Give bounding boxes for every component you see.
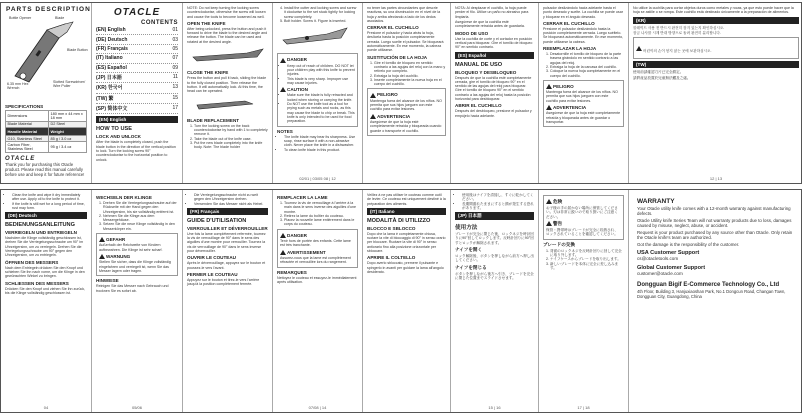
jp-warn-text: お子様の手の届かない場所に保管してください。刃は非常に鋭いので取り扱いにご注意ください。 xyxy=(546,206,618,219)
es1-heading: CERRAR EL CUCHILLO xyxy=(367,25,419,31)
jp-manual-heading: 使用方法 xyxy=(455,225,478,232)
warning-icon xyxy=(280,250,286,255)
tw-text: 請將產品放置於兒童無法觸及之處。 xyxy=(633,75,691,80)
es1-adv-heading: ADVERTENCIA xyxy=(377,113,411,119)
de2-step: 2. Nehmen Sie die Klinge aus dem Messergehäuse. xyxy=(103,214,178,223)
usa-support-email[interactable]: cs@otacletools.com xyxy=(637,256,679,262)
kr-warning-box xyxy=(633,37,799,59)
fr-text: Après le déverrouillage, appuyez sur le bouton et poussez-le vers l'avant. xyxy=(187,261,266,270)
closed-knife-illustration xyxy=(187,95,267,111)
lock-heading: LOCK AND UNLOCK xyxy=(96,134,141,140)
es3-adv-text: Asegúrese de que la hoja esté completamente retraída y bloqueada antes de guardar o transportar. xyxy=(546,111,621,124)
en-list-item: • If the knife is still wet for a long period of time, rust may form. xyxy=(12,202,87,211)
howto-heading: HOW TO USE xyxy=(96,126,132,133)
fr2-warn-heading: DANGER xyxy=(287,232,307,238)
caution-heading: CAUTION xyxy=(287,87,308,93)
es3-step: 3. Coloque la nueva hoja completamente en el cuerpo del cuchillo. xyxy=(550,69,624,78)
it-text: Dopo averlo sbloccato, premere il pulsante e spingerlo in avanti per guidare la lama all'angolo desiderato. xyxy=(367,261,444,274)
jp2-step: 3. 新しいブレードを本体に完全に差し込みます。 xyxy=(550,262,624,271)
fr2-notes-text: Nettoyez le couteau et essuyez-le immédiatement après utilisation. xyxy=(277,275,357,285)
lang-bar-es: (ES) Español xyxy=(455,52,534,59)
it-manual-heading: MODALITÀ DI UTILIZZO xyxy=(367,217,431,224)
warranty-text: Request is your product purchased by any source other than Otacle. Only retain the Otacle knife's team are authorized. xyxy=(637,230,793,241)
knife-diagram xyxy=(7,16,88,96)
page-footer: 17 | 18 xyxy=(577,405,590,410)
fr2-adv-text: Assurez-vous que la lame est complètement rétractée et verrouillée lors du rangement. xyxy=(280,255,351,265)
es2-text: Asegúrese de que la cuchilla esté completamente retraída antes de guardarla. xyxy=(455,20,525,29)
blade-step: 1. Turn the locking screw on the back counterclockwise by hand with 1 to completely remove it. xyxy=(194,124,268,137)
page-footer: 02/01 | 03/05 08 | 12 xyxy=(299,176,336,181)
fr-heading: VERROUILLER ET DÉVERROUILLER xyxy=(187,225,268,231)
kr-text: 블레이드 사용 전 반드시 완전히 잠겨 있는지 확인하십시오. xyxy=(633,25,725,30)
es1-text: no tener las partes circundantes que descrie reactivas, su una disminución en el nivel de la hoja y arriba afectando a lado de los dedos asociados. xyxy=(367,6,441,23)
panel-de-2 xyxy=(92,190,183,412)
es4-text: No utilice la cuchilla para cortar objetos duros como metales y rocas, ya que esto puede hacer que la hoja se astille o se rompa. Este cuchillo está destinado únicamente a la preparación de alimentos. xyxy=(633,6,794,15)
fr2-step: 1. Tournez la vis de verrouillage à l'arrière à la main dans le sens inverse des aiguilles d'une montre. xyxy=(284,201,358,214)
toc-item[interactable]: (ES) Español 09 xyxy=(96,64,178,73)
blade-step: 4. Install the cutter and locking screw and screw it clockwise to the set stuck tightly for locking screw completely. xyxy=(284,6,358,19)
de2-step: 3. Setzen Sie die neue Klinge vollständig in den Messerkörper ein. xyxy=(103,222,178,231)
warranty-text: Otacle Utility knife Series Team will not warranty products due to loss, damages caused by misuse, neglect, abuse, or accident. xyxy=(637,218,792,229)
es3-text: Presione el pulsador deslizándolo hasta la posición completamente cerrada. Luego suéltelo. Se bloqueará automáticamente. En ese momento, puede utilizarse la cabeza. xyxy=(543,26,624,44)
usa-support-heading: USA Customer Support xyxy=(637,250,700,257)
lock-text: After the blade is completely closed, push the blade button in the direction of the vertical position to lock. Turn the locking screw 90° counterclockwise to the horizontal position to unlock. xyxy=(96,140,176,162)
es3-adv-heading: ADVERTENCIA xyxy=(553,105,587,111)
jp-adv-heading: 警告 xyxy=(553,220,563,226)
warning-icon xyxy=(370,93,376,98)
lang-bar-tw: (TW) xyxy=(633,61,799,68)
page-footer: 12 | 13 xyxy=(709,176,723,181)
lang-bar-de: (DE) Deutsch xyxy=(5,212,87,219)
open-text: After being unlocked, press the button and push it forward to drive the blade to the desired angle and release the button. The blade can be used and rotated at the desired angle. xyxy=(187,26,268,44)
lang-bar-kr: (KR) xyxy=(633,17,799,24)
warning-icon xyxy=(546,105,552,110)
es1-warn-text: Mantenga fuera del alcance de los niños. NO permita que sus hijos jueguen con este cuchillo para evitar lesiones. xyxy=(370,98,442,112)
lang-bar-it: (IT) Italiano xyxy=(367,208,446,215)
notes-item: • To clean knife blade in this product. xyxy=(284,148,358,152)
de2-warn-heading: GEFAHR xyxy=(106,237,126,243)
brand-logo-top: OTACLE xyxy=(113,7,161,18)
manual-bottom-sheet xyxy=(0,189,802,413)
toc-item[interactable]: (IT) Italiano 07 xyxy=(96,54,178,63)
warning-icon xyxy=(99,254,105,259)
specs-table xyxy=(5,110,87,153)
notes-heading: NOTES xyxy=(277,128,293,134)
spec-row: Blade Material D2 Steel xyxy=(6,121,87,128)
toc-item[interactable]: (JP) 日本語 11 xyxy=(96,73,178,83)
company-address: 4th Floor, Building 3, Hanjuxiaoshan Park, No.1 Dongcun Road, Changan Town, Dongguan City, Guangdong, China xyxy=(637,289,786,299)
es1-step: 1. Gire el tornillo de bloqueo en sentido contrario a las agujas del reloj con la mano y retírelo por completo. xyxy=(374,61,446,74)
de2-adv-heading: WARNUNG xyxy=(106,253,131,259)
jp-text: ボタンを押しながら後方へ引き、ブレードを完全に閉じた位置までスライドさせます。 xyxy=(455,271,534,280)
panel-es-1 xyxy=(363,3,451,183)
es2-text: NOTA: Al desplazar el cuchillo, la hoja puede perder el filo. Utilice un paño no abrasivo para limpiarla. xyxy=(455,6,529,19)
es2-text: Use la cuchilla de corte y el cortador en posición vertical para bloquear. Gire el tornillo de bloqueo 90° en sentido contrario. xyxy=(455,36,533,50)
toc-list xyxy=(96,26,178,114)
blade-steps-cont xyxy=(277,6,358,23)
warning-icon xyxy=(546,221,552,226)
de-text: Drücken Sie den Knopf und ziehen Sie ihn zurück, bis die Klinge vollständig geschlossen ist. xyxy=(5,286,86,295)
label-bottle-opener: Bottle Opener xyxy=(9,16,32,20)
de2-warn-text: Außerhalb der Reichweite von Kindern aufbewahren. Die Klinge ist sehr scharf. xyxy=(99,243,163,252)
es2-manual-heading: MANUAL DE USO xyxy=(455,61,503,68)
de2-notes-text: Reinigen Sie das Messer nach Gebrauch und trocknen Sie es sofort ab. xyxy=(96,284,169,293)
de-text: Nachdem die Klinge vollständig geschlossen ist, drehen Sie die Verriegelungsschraube um 90° im Uhrzeigersinn, um zu verriegeln. Drehen Sie die Verriegelungsschraube um 90° gegen den Uhrzeigersinn, um zu entriegeln. xyxy=(5,236,84,258)
de2-adv-text: Stellen Sie sicher, dass die Klinge vollständig eingefahren und verriegelt ist, wenn Sie das Messer lagern oder tragen. xyxy=(99,260,171,273)
toc-item[interactable]: (EN) English 01 xyxy=(96,26,178,35)
toc-item[interactable]: (DE) Deutsch 03 xyxy=(96,35,178,44)
blade-steps xyxy=(187,124,268,150)
panel-fr-2 xyxy=(273,190,363,412)
manual-top-sheet xyxy=(0,2,802,184)
de2-warning-box xyxy=(96,233,178,276)
de-text: Nach dem Entriegeln drücken Sie den Knopf und schieben Sie ihn nach vorne, um die Klinge in den gewünschten Winkel zu bringen. xyxy=(5,265,85,279)
warning-icon xyxy=(99,237,105,242)
es2-text: Después de que la cuchilla esté completamente cerrada, gire el tornillo de bloqueo 90° en el sentido de las agujas del reloj para bloquear. Gire el tornillo de bloqueo 90° en el sentido contrario a las agujas del reloj hasta la posición horizontal para desbloquear. xyxy=(455,75,532,102)
danger-box xyxy=(277,53,358,126)
label-blade-button: Blade Button xyxy=(67,48,88,52)
panel-es-3 xyxy=(539,3,629,183)
panel-safety xyxy=(273,3,363,183)
panel-jp-1 xyxy=(451,190,539,412)
warning-icon xyxy=(636,46,642,51)
de-heading: SCHLIESSEN DES MESSERS xyxy=(5,280,69,286)
open-knife-illustration xyxy=(187,45,267,63)
es1-text: Presione el pulsador y hacia atrás la hoja, deslícela hasta la posición completamente cerrada. Luego suelte el pulsador. Se bloqueará automáticamente. En ese momento, la cabeza puede utilizarse. xyxy=(367,31,444,53)
jp2-heading: ブレードの交換 xyxy=(543,241,575,247)
page-footer: 07/08 | 14 xyxy=(308,405,327,410)
jp-text: ブレードが完全に閉じた後、ロックネジを時計回りに90°回してロックします。反時計回りに90°回すとロックが解除されます。 xyxy=(455,232,534,245)
it-text: Dopo che la lama è completamente chiusa, ruotare la vite di bloccaggio di 90° in senso orario per bloccare. Ruotare la vite di 90° in senso antiorario fino alla posizione orizzontale per sbloccare. xyxy=(367,231,446,254)
toc-item[interactable]: (SP) 简体中文 17 xyxy=(96,104,178,114)
es3-warn-text: Mantenga fuera del alcance de los niños. NO permita que sus hijos jueguen con este cuchillo para evitar lesiones. xyxy=(546,90,618,103)
toc-item[interactable]: (FR) Français 05 xyxy=(96,45,178,54)
jp2-step: 1. 背面のロックネジを反時計回りに回して完全に取り外します。 xyxy=(550,249,624,258)
global-support-heading: Global Customer Support xyxy=(637,264,706,271)
es2-text: Después del desbloqueo, presione el pulsador y empújelo hacia adelante. xyxy=(455,109,532,118)
panel-parts xyxy=(1,3,92,183)
fr-list-item: • Verwenden Sie das Messer nicht als Hebel. xyxy=(194,202,268,206)
panel-fr-1 xyxy=(183,190,273,412)
jp-adv-text: 保管・携帯時はブレードが完全に収納され、ロックされていることを確認してください。 xyxy=(546,227,618,237)
danger-heading: DANGER xyxy=(287,57,307,63)
es2-heading: ABRIR EL CUCHILLO xyxy=(455,103,502,109)
fr-list-item: • Die Verriegelungsschraube nicht zu weit gegen den Uhrzeigersinn drehen. xyxy=(194,193,268,202)
thanks-text: Thank you for purchasing this Otacle product. Please read this manual carefully before use and keep it for future reference! xyxy=(5,161,85,177)
fr-text: Appuyez sur le bouton et tirez-le vers l'arrière jusqu'à la position complètement fermée. xyxy=(187,277,260,287)
blade-step: 5. Bolt holder. Screw it. Figure is inserted. xyxy=(284,19,358,23)
toc-item[interactable]: (KR) 한국어 13 xyxy=(96,83,178,93)
fr2-warning-box xyxy=(277,229,358,268)
de2-step: 1. Drehen Sie die Verriegelungsschraube auf der Rückseite mit der Hand gegen den Uhrzeigersinn, bis sie vollständig entfernt ist. xyxy=(103,201,178,214)
fr2-heading: REMPLACER LA LAME xyxy=(277,195,328,200)
spec-row: Handle Material Weight xyxy=(6,128,87,136)
brand-logo: OTACLE xyxy=(5,155,36,162)
panel-es-2 xyxy=(451,3,539,183)
es3-warn-heading: PELIGRO xyxy=(553,83,574,89)
jp2-step: 2. ナイフケースからブレードを取り出します。 xyxy=(550,257,624,261)
warning-icon xyxy=(370,114,376,119)
jp-warn-heading: 危険 xyxy=(553,199,563,204)
es1-step: 2. Extraiga la hoja del cuchillo. xyxy=(374,74,446,78)
lang-bar-fr: (FR) Français xyxy=(187,208,268,215)
jp-heading: ナイフを閉じる xyxy=(455,264,487,270)
spec-row: Dimensions 180 mm x 44 mm x 18 mm xyxy=(6,111,87,122)
open-heading: OPEN THE KNIFE xyxy=(187,20,226,26)
blade-step: 2. Take the blade out of the knife case. xyxy=(194,137,268,141)
fr2-step: 3. Placez la nouvelle lame entièrement dans le corps du couteau. xyxy=(284,218,358,227)
lang-bar-jp: (JP) 日本語 xyxy=(455,212,534,220)
es1-warn-heading: PELIGRO xyxy=(377,92,398,98)
es1-adv-text: Asegúrese de que la hoja esté completamente retraída y bloqueada cuando guarde o transporte el cuchillo. xyxy=(370,119,442,133)
danger-item: • This blade is very sharp. Improper use may cause injuries. xyxy=(287,77,355,86)
caution-item: • Do NOT use the knife tool as a tool for prying such as metals and rocks, as this may cause the blade to chip or break. This knife is only intended to be used for food preparation. xyxy=(287,102,355,123)
es2-heading: MODO DE USO xyxy=(455,30,489,36)
toc-item[interactable]: (TW) 繁 15 xyxy=(96,94,178,104)
fr-manual-heading: GUIDE D'UTILISATION xyxy=(187,217,247,224)
contents-heading: CONTENTS xyxy=(141,20,178,26)
fr-text: Une fois la lame complètement refermée, tournez la vis de verrouillage de 90° dans le sens des aiguilles d'une montre pour verrouiller. Tournez la vis de verrouillage de 90° dans le sens inverse pour déverrouiller. xyxy=(187,231,266,254)
page-footer: 15 | 16 xyxy=(488,405,501,410)
de-heading: ÖFFNEN DES MESSERS xyxy=(5,259,59,265)
es3-step: 1. Desatornille el tornillo de bloqueo de la parte trasera girándolo en sentido contrario a las agujas del reloj. xyxy=(550,52,624,65)
it-heading: APRIRE IL COLTELLO xyxy=(367,255,416,261)
label-blade: Blade xyxy=(55,16,65,20)
warranty-text: Your Otacle utility knife comes with a 12-month warranty against manufacturing defects. xyxy=(637,206,791,217)
caution-item: • Make sure the blade is fully retracted and locked when storing or carrying the knife. xyxy=(287,93,355,102)
warranty-text: Got the damage is the responsibility of the customer. xyxy=(637,242,740,247)
fr2-step: 2. Retirez la lame du boîtier du couteau. xyxy=(284,214,358,218)
es1-step: 3. Inserte completamente la nueva hoja en el cuerpo del cuchillo. xyxy=(374,78,446,87)
label-screwdriver: Slotted Screwdriver/ Wire Puller xyxy=(53,80,86,88)
global-support-email[interactable]: customer@otacle.com xyxy=(637,270,683,276)
specs-heading: SPECIFICATIONS xyxy=(5,104,44,109)
it-heading: BLOCCO E SBLOCCO xyxy=(367,225,416,231)
close-heading: CLOSE THE KNIFE xyxy=(187,70,229,76)
spec-row: G10, Stainless Steel 85 g / 3.0 oz xyxy=(6,135,87,142)
notes-item: • The knife blade may bear its sharpness. Use soap, rinse surface it with a non-abrasive cloth. Never place the knife in a dishwasher. xyxy=(284,135,358,148)
warning-icon xyxy=(280,58,286,63)
es3-heading: REEMPLAZAR LA HOJA xyxy=(543,46,597,52)
warning-icon xyxy=(280,87,286,92)
fr-heading: FERMER LE COUTEAU xyxy=(187,271,238,277)
de2-heading: WECHSELN DER KLINGE xyxy=(96,195,152,200)
warning-icon xyxy=(546,199,552,204)
kr-warn-text: 어린이의 손이 닿지 않는 곳에 보관하십시오. xyxy=(643,49,712,54)
jp-list-item: • 使用後はナイフを清掃し、すぐに乾かしてください。 xyxy=(462,193,534,202)
warranty-heading: WARRANTY xyxy=(637,198,675,205)
panel-it xyxy=(363,190,451,412)
fr2-notes-heading: REMARQUES xyxy=(277,269,307,275)
es3-warning-box xyxy=(543,80,624,128)
danger-item: • Keep out of reach of children. DO NOT let your children play with this knife to prevent injuries. xyxy=(287,64,355,77)
es3-text: pulsador deslizándolo hacia adelante hasta el punto deseado y suelte. La cuchilla se puede usar y bloquear en el ángulo deseado. xyxy=(543,6,623,19)
blade-step: 3. Put the new blade completely into the knife body. Note: The blade holder xyxy=(194,141,268,150)
panel-open xyxy=(183,3,273,183)
page-footer: 05/06 xyxy=(131,405,142,410)
de-heading: VERRIEGELN UND ENTRIEGELN xyxy=(5,230,77,236)
company-name: Dongguan Bigif E-Commerce Technology Co., Ltd xyxy=(637,282,780,288)
jp-text: ロック解除後、ボタンを押しながら前方へ押し出してください。 xyxy=(455,254,534,263)
panel-de-1 xyxy=(1,190,92,412)
lang-bar-en: (EN) English xyxy=(96,116,178,123)
panel-warranty xyxy=(629,190,802,412)
spec-row: Carbon Fiber, Stainless Steel 95 g / 3.4 oz xyxy=(6,142,87,153)
label-hex-wrench: 6.35 mm Hex Wrench xyxy=(7,82,29,90)
fr2-adv-heading: AVERTISSEMENT xyxy=(287,249,326,255)
jp-list-item: • 長期間濡れたままにすると錆が発生する恐れがあります。 xyxy=(462,202,534,211)
parts-heading: PARTS DESCRIPTION xyxy=(6,6,91,13)
fr2-warn-text: Tenir hors de portée des enfants. Cette lame est très tranchante. xyxy=(280,239,351,248)
warning-icon xyxy=(280,233,286,238)
blade-heading: BLADE REPLACEMENT xyxy=(187,117,240,123)
es3-heading: CERRAR EL CUCHILLO xyxy=(543,20,595,26)
it-text: Veillez à ne pas utiliser le couteau comme outil de levier. Ce couteau est uniquement destiné à la préparation des aliments. xyxy=(367,193,446,206)
warning-icon xyxy=(546,84,552,89)
jp-warning-box xyxy=(543,195,624,240)
panel-kr-tw xyxy=(629,3,802,183)
de2-notes-heading: HINWEISE xyxy=(96,278,119,284)
close-text: Press the button and pull it back, sliding the blade to the fully closed position. Then release the button. It will automatically lock. At this time, the head can be operated. xyxy=(187,76,267,94)
en-list-item: • Clean the knife and wipe it dry immediately after use. Apply oil to the knife to protect it. xyxy=(12,193,87,202)
es2-heading: BLOQUEO Y DESBLOQUEO xyxy=(455,69,517,75)
es1-warning-box xyxy=(367,88,446,136)
kr-text: 잠금 나사를 시계 반대 방향으로 돌려 완전히 분리합니다. xyxy=(633,31,721,36)
open-note: NOTE: Do not keep turning the locking screw counterclockwise, otherwise the screw will loosen and cause the tools to become loosened as well. xyxy=(187,6,266,19)
tw-text: 使用前請確認刀片已完全鎖定。 xyxy=(633,70,684,75)
page-footer: 04 xyxy=(43,405,49,410)
es3-step: 2. Extraiga la hoja de la carcasa del cuchillo. xyxy=(550,65,624,69)
es1-heading: SUSTITUCIÓN DE LA HOJA xyxy=(367,54,428,60)
de-manual-heading: BEDIENUNGSANLEITUNG xyxy=(5,222,75,229)
jp-heading: ナイフを開く xyxy=(455,247,483,253)
panel-contents xyxy=(92,3,183,183)
blade-swap-illustration xyxy=(277,24,357,46)
panel-jp-2 xyxy=(539,190,629,412)
fr-heading: OUVRIR LE COUTEAU xyxy=(187,255,237,261)
